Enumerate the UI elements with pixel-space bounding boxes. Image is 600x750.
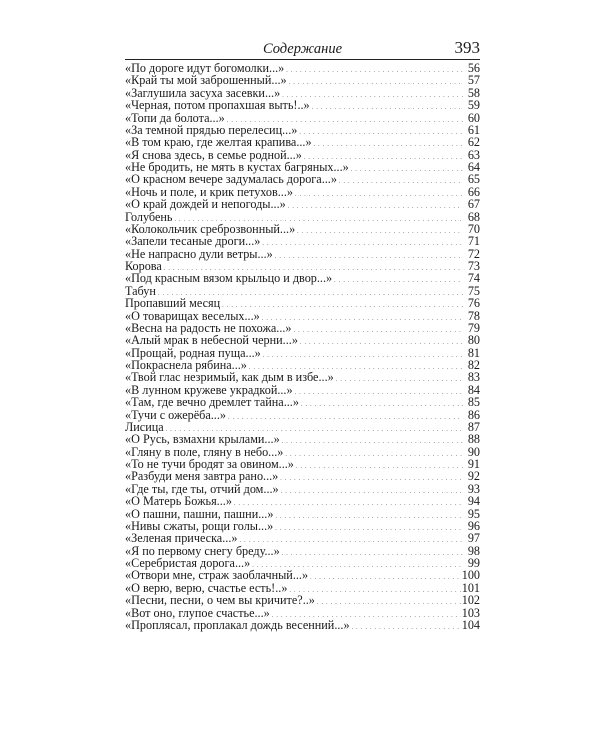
toc-entry-title: «О Русь, взмахни крылами...» (125, 432, 280, 447)
toc-entry-page: 82 (467, 358, 480, 372)
toc-entry-title: «Отвори мне, страж заоблачный...» (125, 568, 309, 583)
toc-entry-title: «Алый мрак в небесной черни...» (125, 333, 298, 348)
toc-entry-title: «В лунном кружеве украдкой...» (125, 382, 293, 397)
toc-entry-title: «Разбуди меня завтра рано...» (125, 469, 279, 484)
dot-leader (301, 399, 463, 411)
dot-leader (314, 139, 463, 151)
dot-leader (289, 585, 460, 597)
toc-entry-page: 72 (467, 246, 480, 261)
toc-entry-page: 91 (467, 457, 480, 471)
toc-entry-title: «Гляну в поле, гляну в небо...» (125, 444, 284, 459)
dot-leader (289, 77, 463, 89)
toc-entry-title: «Под красным вязом крыльцо и двор...» (125, 271, 333, 286)
toc-entry-title: «Покраснела рябина...» (125, 358, 247, 372)
dot-leader (286, 65, 463, 77)
toc-entry-page: 97 (467, 531, 480, 546)
toc-entry-page: 83 (467, 370, 480, 385)
toc-entry-page: 88 (467, 432, 480, 447)
toc-entry-title: «То не тучи бродят за овином...» (125, 457, 294, 471)
toc-entry-page: 96 (467, 518, 480, 533)
dot-leader (336, 374, 463, 386)
toc-entry-title: «О товарищах веселых...» (125, 308, 260, 323)
dot-leader (281, 486, 463, 498)
dot-leader (296, 461, 463, 473)
toc-entry-page: 73 (467, 259, 480, 273)
dot-leader (339, 176, 463, 188)
toc-entry-page: 59 (467, 98, 480, 113)
toc-entry-title: «Твой глас незримый, как дым в избе...» (125, 370, 334, 385)
dot-leader (282, 548, 463, 560)
toc-entry-title: «Серебристая дорога...» (125, 556, 251, 570)
toc-entry-title: «В том краю, где желтая крапива...» (125, 135, 312, 150)
toc-entry-title: «Топи да болота...» (125, 110, 225, 125)
toc-entry-title: «Ночь и поле, и крик петухов...» (125, 184, 293, 199)
toc-entry-page: 93 (467, 481, 480, 496)
toc-entry-title: «О край дождей и непогоды...» (125, 197, 286, 212)
toc-entry-page: 102 (461, 593, 480, 608)
toc-entry-page: 90 (467, 444, 480, 459)
toc-entry-page: 98 (467, 543, 480, 558)
toc-entry-page: 80 (467, 333, 480, 348)
header-divider (125, 59, 480, 60)
toc-entry-title: Лисица (125, 419, 164, 434)
toc-entry-page: 57 (467, 73, 480, 88)
dot-leader (275, 511, 463, 523)
toc-entry-title: «Не напрасно дули ветры...» (125, 246, 273, 261)
toc-entry-title: Пропавший месяц (125, 296, 221, 311)
toc-entry-page: 104 (461, 617, 480, 632)
toc-entry-title: «О красном вечере задумалась дорога...» (125, 172, 337, 187)
toc-entry-page: 79 (467, 320, 480, 335)
toc-entry-title: «Не бродить, не мять в кустах багряных...» (125, 160, 349, 174)
toc-entry-page: 86 (467, 407, 480, 422)
dot-leader (334, 275, 463, 287)
toc-entry-title: «Край ты мой заброшенный...» (125, 73, 287, 88)
page-number: 393 (454, 38, 480, 57)
dot-leader (275, 523, 463, 535)
toc-entry-title: «Нивы сжаты, рощи голы...» (125, 518, 274, 533)
dot-leader (285, 449, 463, 461)
toc-entry-page: 66 (467, 184, 480, 199)
toc-entry-title: «Там, где вечно дремлет тайна...» (125, 395, 299, 410)
toc-entry-title: «Прощай, родная пуща...» (125, 345, 261, 360)
dot-leader (294, 325, 463, 337)
toc-entry-page: 64 (467, 160, 480, 174)
toc-entry-page: 71 (467, 234, 480, 249)
toc-entry-page: 78 (467, 308, 480, 323)
dot-leader (263, 350, 463, 362)
toc-entry-page: 81 (467, 345, 480, 360)
page-title: Содержание (262, 41, 343, 57)
toc-entry-title: «Я снова здесь, в семье родной...» (125, 147, 302, 162)
dot-leader (317, 597, 461, 609)
dot-leader (295, 189, 463, 201)
toc-entry-title: «Зеленая прическа...» (125, 531, 238, 546)
dot-leader (300, 337, 463, 349)
toc-entry-page: 99 (467, 556, 480, 570)
dot-leader (352, 622, 461, 634)
toc-entry-title: «По дороге идут богомолки...» (125, 61, 285, 75)
toc-entry-title: Голубень (125, 209, 173, 224)
toc-entry-page: 65 (467, 172, 480, 187)
toc-entry-page: 100 (461, 568, 480, 583)
dot-leader (295, 387, 463, 399)
toc-entry-page: 101 (461, 580, 480, 595)
dot-leader (280, 473, 463, 485)
toc-entry-title: «Где ты, где ты, отчий дом...» (125, 481, 279, 496)
dot-leader (228, 412, 463, 424)
dot-leader (297, 226, 463, 238)
toc-entry-page: 61 (467, 122, 480, 137)
toc-entry-title: «Запели тесаные дроги...» (125, 234, 261, 249)
toc-entry-page: 92 (467, 469, 480, 484)
toc-entry-page: 94 (467, 494, 480, 509)
toc-entry-title: «Проплясал, проплакал дождь весенний...» (125, 617, 350, 632)
toc-entry-page: 58 (467, 85, 480, 100)
toc-entry-page: 63 (467, 147, 480, 162)
dot-leader (275, 251, 463, 263)
table-of-contents (125, 62, 480, 631)
toc-entry-page: 95 (467, 506, 480, 521)
dot-leader (312, 102, 463, 114)
toc-entry-title: Табун (125, 283, 156, 298)
toc-entry-page: 70 (467, 221, 480, 236)
dot-leader (299, 127, 463, 139)
toc-entry-title: «Заглушила засуха засевки...» (125, 85, 281, 100)
toc-entry-title: «Вот оно, глупое счастье...» (125, 605, 270, 620)
dot-leader (262, 238, 463, 250)
toc-entry-page: 60 (467, 110, 480, 125)
toc-entry-page: 87 (467, 419, 480, 434)
toc-entry-page: 75 (467, 283, 480, 298)
dot-leader (351, 164, 463, 176)
toc-entry-page: 85 (467, 395, 480, 410)
toc-entry-title: Корова (125, 259, 162, 273)
dot-leader (262, 313, 463, 325)
toc-entry-title: «За темной прядью перелесиц...» (125, 122, 298, 137)
toc-entry-page: 74 (467, 271, 480, 286)
toc-entry-title: «Тучи с ожерёба...» (125, 407, 226, 422)
toc-entry-title: «Я по первому снегу бреду...» (125, 543, 280, 558)
toc-entry-title: «Колокольчик среброзвонный...» (125, 221, 296, 236)
toc-entry-page: 68 (467, 209, 480, 224)
dot-leader (288, 201, 463, 213)
toc-entry-page: 76 (467, 296, 480, 311)
toc-entry-title: «О Матерь Божья...» (125, 494, 232, 509)
dot-leader (282, 436, 463, 448)
toc-entry-title: «Песни, песни, о чем вы кричите?..» (125, 593, 315, 608)
toc-entry-title: «Весна на радость не похожа...» (125, 320, 292, 335)
toc-entry-title: «О верю, верю, счастье есть!..» (125, 580, 288, 595)
toc-entry-page: 62 (467, 135, 480, 150)
toc-entry-page: 103 (461, 605, 480, 620)
toc-entry-title: «Черная, потом пропахшая выть!..» (125, 98, 310, 113)
dot-leader (310, 572, 461, 584)
toc-entry-page: 67 (467, 197, 480, 212)
toc-entry-page: 84 (467, 382, 480, 397)
toc-entry-title: «О пашни, пашни, пашни...» (125, 506, 274, 521)
toc-entry-page: 56 (467, 61, 480, 75)
